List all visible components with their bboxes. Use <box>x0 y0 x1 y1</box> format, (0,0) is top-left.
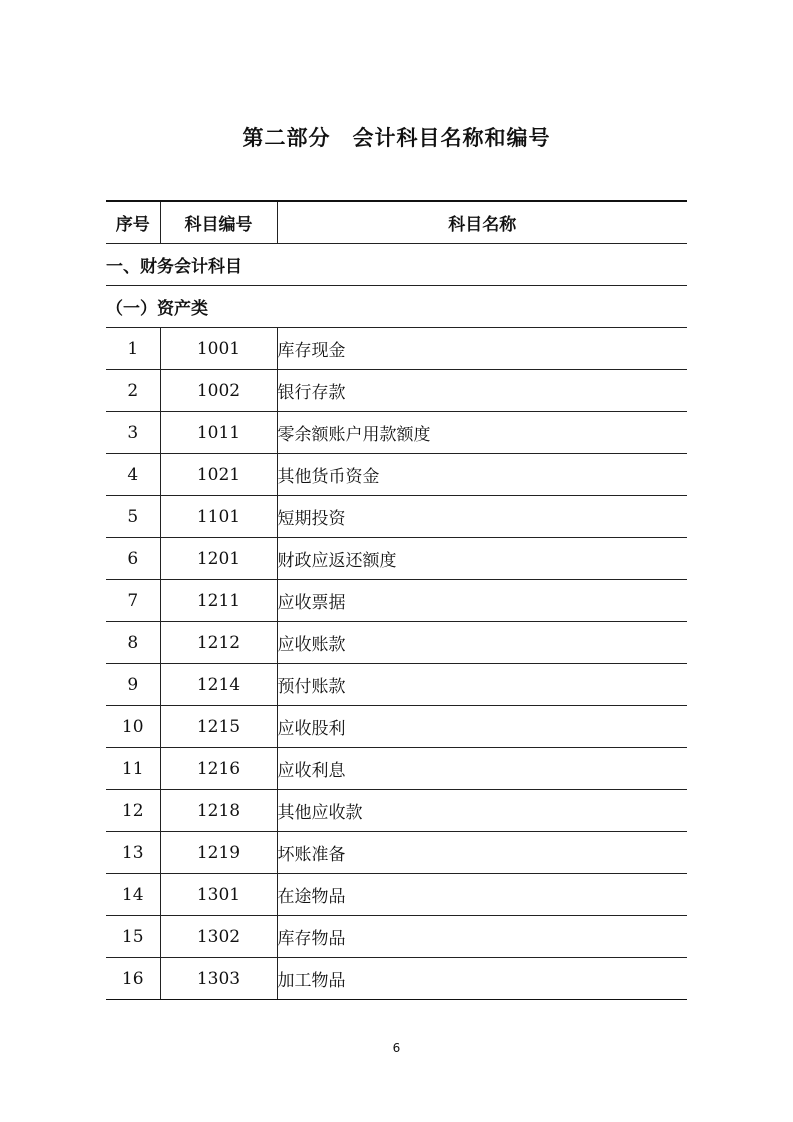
row-seq: 5 <box>106 496 160 538</box>
row-seq: 16 <box>106 958 160 1000</box>
row-code: 1002 <box>160 370 277 412</box>
row-name: 银行存款 <box>277 370 687 412</box>
row-seq: 7 <box>106 580 160 622</box>
row-code: 1302 <box>160 916 277 958</box>
table-row <box>106 328 687 370</box>
row-seq: 10 <box>106 706 160 748</box>
row-seq: 9 <box>106 664 160 706</box>
row-code: 1011 <box>160 412 277 454</box>
row-code: 1201 <box>160 538 277 580</box>
subsection-row <box>106 286 687 328</box>
row-seq: 3 <box>106 412 160 454</box>
row-code: 1212 <box>160 622 277 664</box>
row-name: 短期投资 <box>277 496 687 538</box>
row-seq: 14 <box>106 874 160 916</box>
table-row <box>106 664 687 706</box>
row-name: 预付账款 <box>277 664 687 706</box>
row-code: 1216 <box>160 748 277 790</box>
table-row <box>106 790 687 832</box>
row-code: 1215 <box>160 706 277 748</box>
row-name: 零余额账户用款额度 <box>277 412 687 454</box>
table-header <box>106 201 687 244</box>
table-row <box>106 580 687 622</box>
row-code: 1001 <box>160 328 277 370</box>
table-row <box>106 370 687 412</box>
row-seq: 6 <box>106 538 160 580</box>
header-name: 科目名称 <box>277 201 687 244</box>
header-seq: 序号 <box>106 201 160 244</box>
row-name: 应收利息 <box>277 748 687 790</box>
row-name: 财政应返还额度 <box>277 538 687 580</box>
section-heading: 一、财务会计科目 <box>106 244 687 286</box>
row-seq: 15 <box>106 916 160 958</box>
table-row <box>106 958 687 1000</box>
row-name: 应收票据 <box>277 580 687 622</box>
subsection-heading: （一）资产类 <box>106 286 687 328</box>
accounts-table <box>106 200 687 1000</box>
table-row <box>106 496 687 538</box>
row-seq: 4 <box>106 454 160 496</box>
row-name: 应收股利 <box>277 706 687 748</box>
table-row <box>106 874 687 916</box>
page-number: 6 <box>392 1041 401 1055</box>
row-code: 1211 <box>160 580 277 622</box>
table-row <box>106 916 687 958</box>
row-seq: 12 <box>106 790 160 832</box>
header-row <box>106 201 687 244</box>
row-seq: 2 <box>106 370 160 412</box>
row-name: 应收账款 <box>277 622 687 664</box>
row-code: 1301 <box>160 874 277 916</box>
row-name: 在途物品 <box>277 874 687 916</box>
table-row <box>106 832 687 874</box>
row-code: 1214 <box>160 664 277 706</box>
row-name: 其他货币资金 <box>277 454 687 496</box>
row-seq: 11 <box>106 748 160 790</box>
row-seq: 1 <box>106 328 160 370</box>
row-name: 其他应收款 <box>277 790 687 832</box>
page-title: 第二部分 会计科目名称和编号 <box>242 126 551 150</box>
row-seq: 13 <box>106 832 160 874</box>
row-code: 1219 <box>160 832 277 874</box>
row-name: 库存物品 <box>277 916 687 958</box>
table-row <box>106 538 687 580</box>
table-row <box>106 412 687 454</box>
row-name: 库存现金 <box>277 328 687 370</box>
row-code: 1303 <box>160 958 277 1000</box>
table-body <box>106 244 687 1000</box>
row-seq: 8 <box>106 622 160 664</box>
table-row <box>106 706 687 748</box>
row-code: 1218 <box>160 790 277 832</box>
row-code: 1101 <box>160 496 277 538</box>
row-name: 加工物品 <box>277 958 687 1000</box>
table-row <box>106 748 687 790</box>
table-row <box>106 454 687 496</box>
header-code: 科目编号 <box>160 201 277 244</box>
table-row <box>106 622 687 664</box>
row-code: 1021 <box>160 454 277 496</box>
row-name: 坏账准备 <box>277 832 687 874</box>
section-row <box>106 244 687 286</box>
